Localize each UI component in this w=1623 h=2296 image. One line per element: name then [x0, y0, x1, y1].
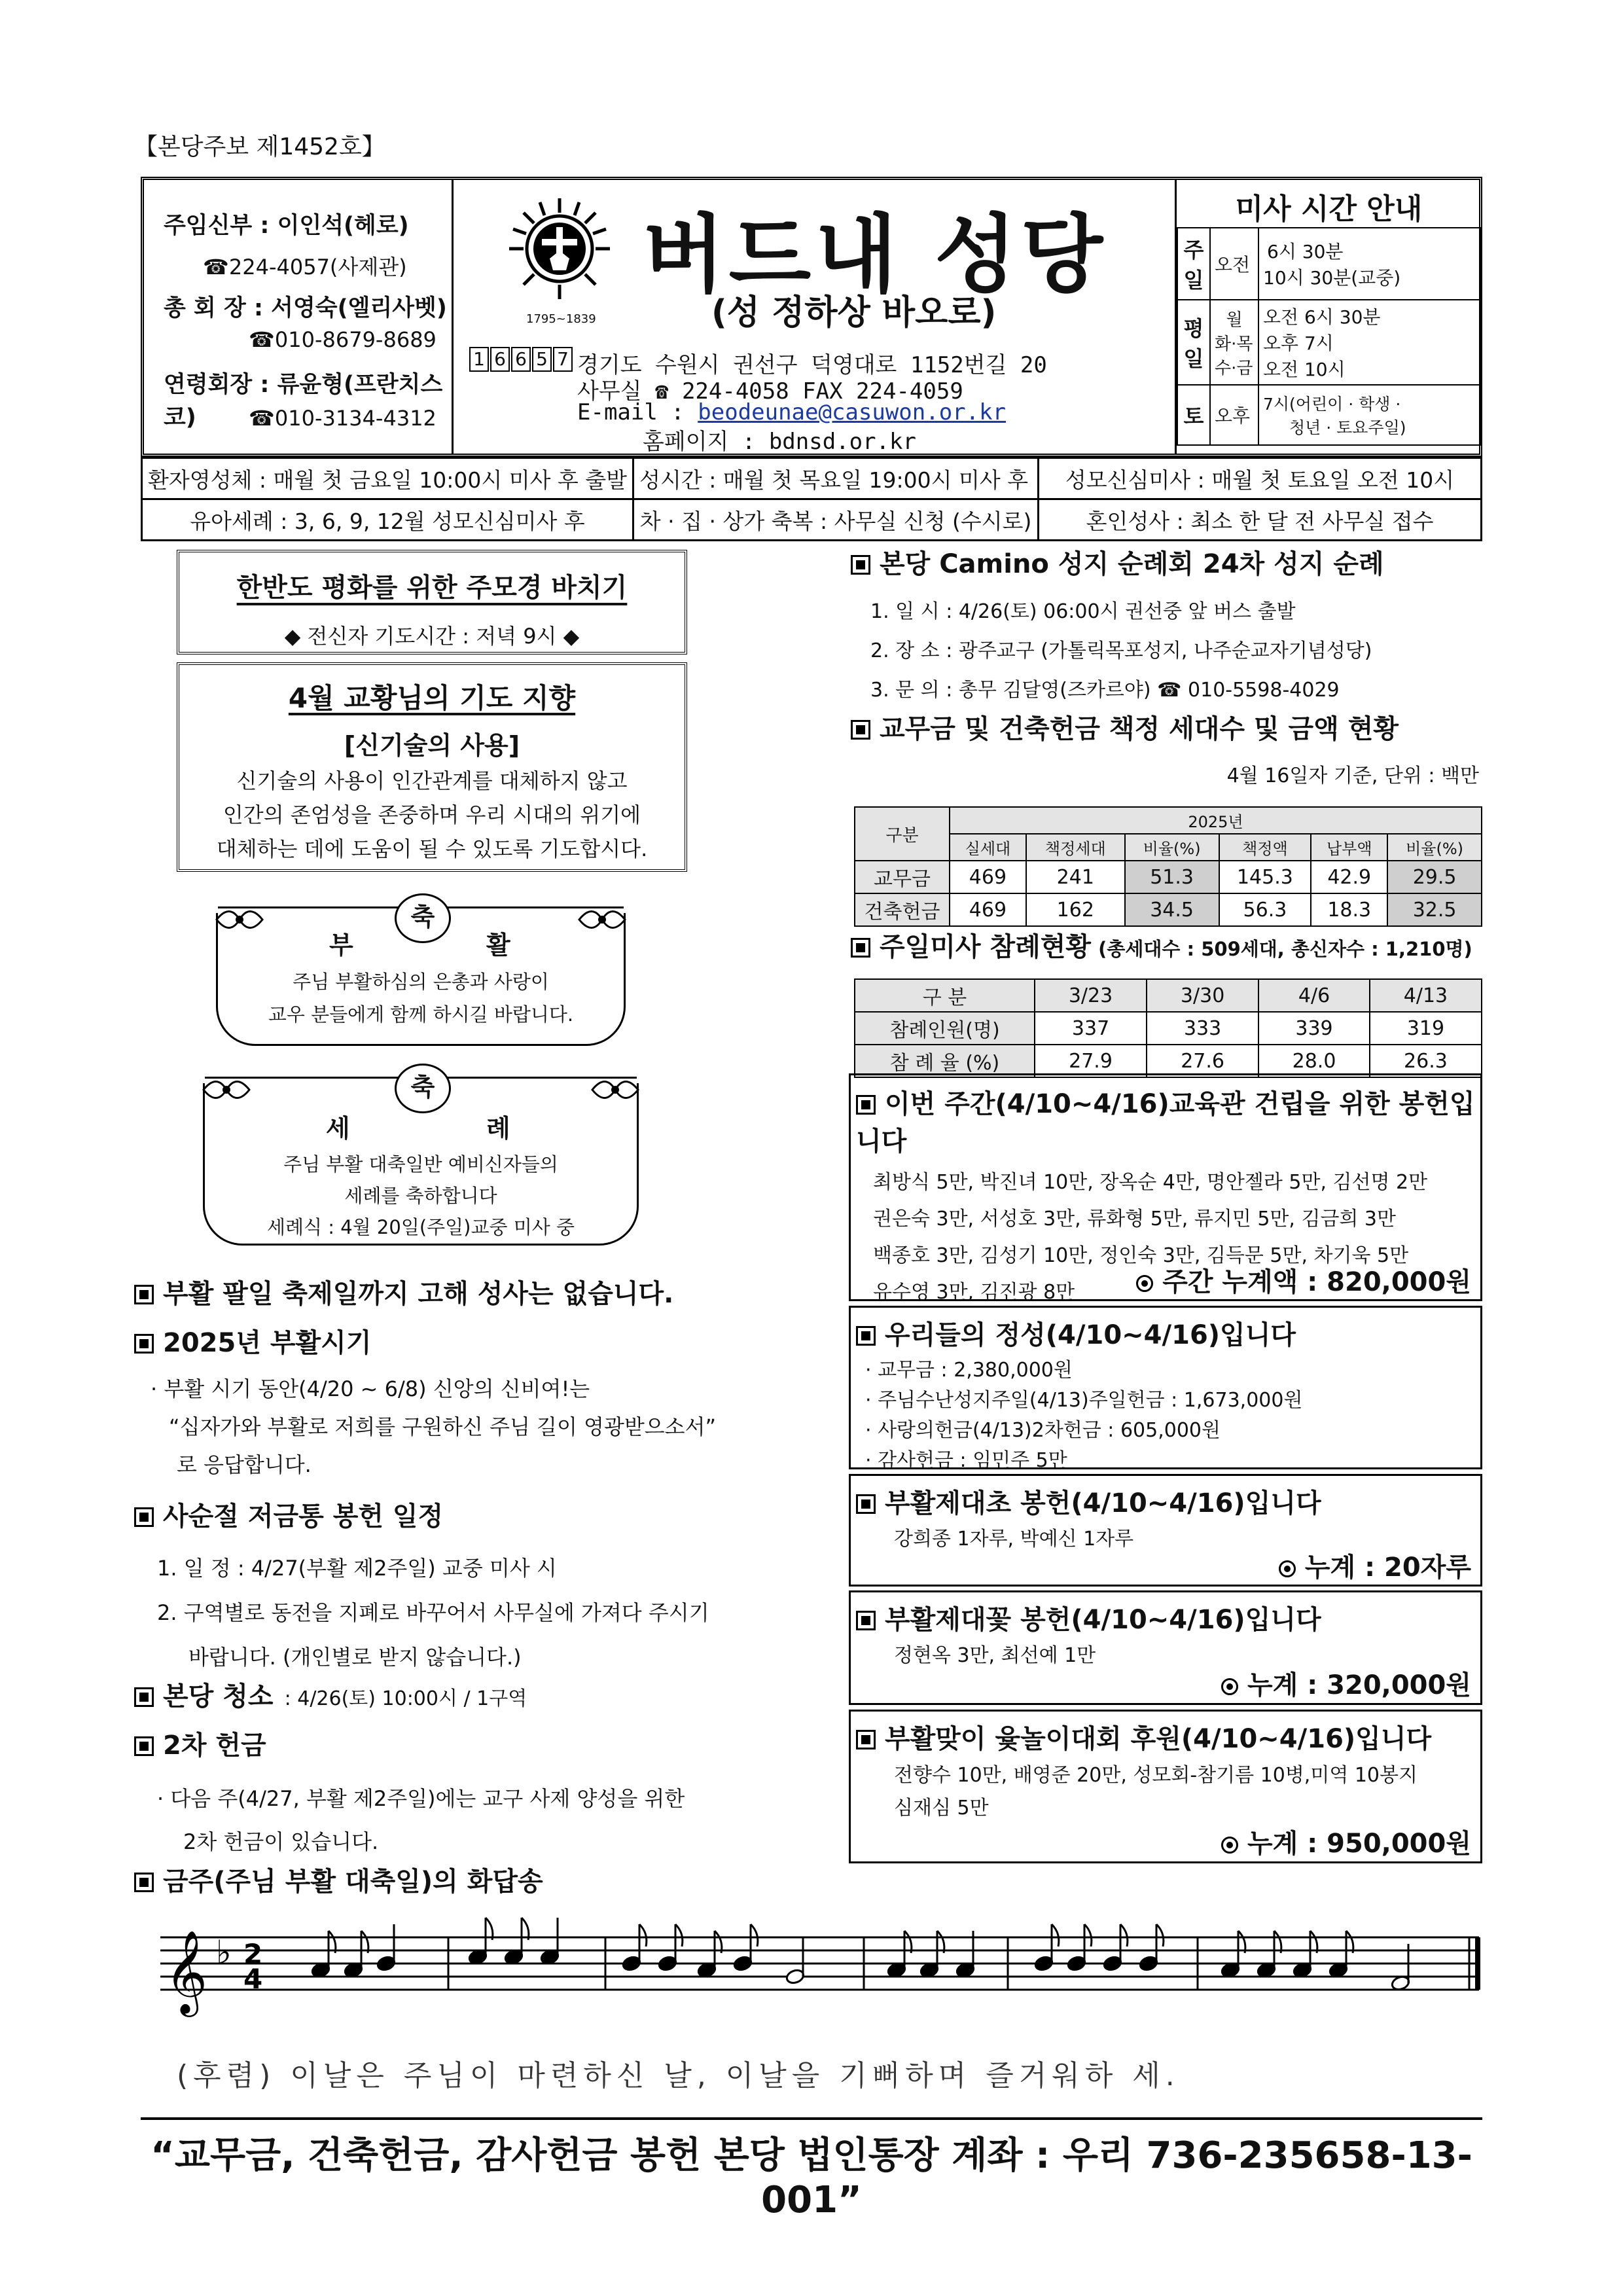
education-hall-total — [1136, 1261, 1471, 1299]
saturday-times — [1258, 385, 1480, 445]
offering-line: · 주님수난성지주일(4/13)주일헌금 : 1,673,000원 — [865, 1389, 1303, 1412]
dues-col: 납부액 — [1311, 834, 1387, 861]
sunday-time-2: 10시 30분(교중) — [1263, 267, 1401, 289]
holy-hour: 성시간 : 매월 첫 목요일 19:00시 미사 후 — [633, 458, 1039, 499]
assoc-label: 연령회장 : 류윤형(프란치스코) — [164, 372, 443, 431]
dues-cell: 29.5 — [1387, 861, 1482, 893]
season-line: · 부활 시기 동안(4/20 ~ 6/8) 신앙의 신비여!는 — [151, 1376, 590, 1401]
offering-line: · 감사헌금 : 임민주 5만 — [865, 1449, 1067, 1472]
wed-fri-time: 오전 10시 — [1263, 359, 1346, 380]
baptism-line: 세례식 : 4월 20일(주일)교중 미사 중 — [266, 1216, 575, 1238]
dues-row — [855, 861, 1482, 893]
music-staff — [157, 1911, 1486, 2042]
offering-line: · 사랑의헌금(4/13)2차헌금 : 605,000원 — [865, 1419, 1221, 1442]
pope-intention-text — [179, 764, 685, 866]
offering-line: · 교무금 : 2,380,000원 — [865, 1359, 1073, 1382]
attend-cell: 27.9 — [1035, 1045, 1147, 1077]
section-marker-icon — [134, 1687, 154, 1707]
saturday-label: 토 — [1177, 385, 1210, 445]
section-marker-icon — [856, 1730, 876, 1749]
time-signature-bottom: 4 — [243, 1963, 263, 1995]
season-line: “십자가와 부활로 저희를 구원하신 주님 길이 영광받으소서” — [169, 1414, 717, 1439]
dues-header-year: 2025년 — [950, 807, 1482, 834]
baptism-card — [203, 1073, 639, 1246]
pastor-tel: ☎224-4057(사제관) — [203, 255, 407, 279]
easter-message — [218, 965, 624, 1031]
education-hall-heading — [856, 1083, 1480, 1158]
yut-sponsor-total-text: 누계 : 950,000원 — [1247, 1829, 1471, 1859]
note-flag — [1156, 1924, 1164, 1946]
section-marker-icon — [856, 1611, 876, 1630]
attendance-sub: (총세대수 : 509세대, 총신자수 : 1,210명) — [1098, 938, 1472, 960]
mass-times-panel — [1175, 180, 1481, 454]
baptism-title-1: 세 — [326, 1114, 350, 1143]
confession-text: 부활 팔일 축제일까지 고해 성사는 없습니다. — [163, 1279, 674, 1309]
saturday-ampm: 오후 — [1210, 385, 1258, 445]
education-hall-total-text: 주간 누계액 : 820,000원 — [1162, 1267, 1471, 1297]
offerings-title: 우리들의 정성(4/10~4/16)입니다 — [885, 1320, 1296, 1350]
section-marker-icon — [134, 1285, 154, 1304]
homepage-label: 홈페이지 : — [643, 429, 756, 455]
easter-card — [216, 903, 626, 1046]
treble-clef-icon: 𝄞 — [165, 1929, 208, 2013]
attend-header: 4/6 — [1258, 979, 1370, 1012]
weekday-times — [1258, 300, 1480, 385]
attend-row-label: 참례인원(명) — [855, 1012, 1035, 1045]
attend-header: 3/30 — [1147, 979, 1258, 1012]
note-flag — [675, 1924, 683, 1946]
congrats-badge: 축 — [395, 893, 451, 943]
homepage-link[interactable]: bdnsd.or.kr — [768, 429, 916, 455]
offerings-list — [865, 1355, 1480, 1476]
marian-mass: 성모신심미사 : 매월 첫 토요일 오전 10시 — [1039, 458, 1482, 499]
easter-season-title: 2025년 부활시기 — [163, 1328, 372, 1358]
church-seal-icon — [504, 193, 615, 304]
baptism-line: 세례를 축하합니다 — [344, 1185, 497, 1207]
assoc-tel: ☎010-3134-4312 — [249, 406, 437, 431]
mass-times-title: 미사 시간 안내 — [1235, 192, 1423, 226]
email-link[interactable]: beodeunae@casuwon.or.kr — [698, 399, 1007, 425]
hymn-title: 금주(주님 부활 대축일)의 화답송 — [163, 1867, 543, 1897]
note-flag — [1120, 1924, 1128, 1946]
section-marker-icon — [856, 1095, 876, 1115]
camino-body — [870, 592, 1372, 710]
easter-season-heading — [134, 1322, 371, 1359]
ribbon-left-icon — [210, 900, 269, 939]
pope-intention-line: 인간의 존엄성을 존중하며 우리 시대의 위기에 — [223, 802, 641, 827]
zip-digit: 6 — [511, 347, 531, 372]
blessing-request: 차 · 집 · 상가 축복 : 사무실 신청 (수시로) — [633, 499, 1039, 541]
pope-intention-line: 신기술의 사용이 인간관계를 대체하지 않고 — [236, 768, 628, 793]
pope-intention-topic: [신기술의 사용] — [344, 731, 520, 760]
congrats-badge: 축 — [395, 1064, 451, 1113]
monday-time: 오전 6시 30분 — [1263, 306, 1381, 328]
zip-digit: 6 — [490, 347, 510, 372]
baptism-message — [205, 1149, 637, 1243]
weekday-days — [1210, 300, 1258, 385]
council-tel: ☎010-8679-8689 — [249, 327, 437, 352]
attend-cell: 28.0 — [1258, 1045, 1370, 1077]
dues-row — [855, 893, 1482, 926]
donor-line: 심재심 5만 — [894, 1797, 989, 1820]
cleaning-heading — [134, 1676, 527, 1713]
cleaning-schedule: : 4/26(토) 10:00시 / 1구역 — [284, 1687, 527, 1710]
altar-candle-title: 부활제대초 봉헌(4/10~4/16)입니다 — [885, 1488, 1321, 1518]
hymn-notes — [311, 1918, 1411, 1992]
church-address: 경기도 수원시 권선구 덕영대로 1152번길 20 — [577, 352, 1047, 378]
hymn-heading — [134, 1861, 543, 1898]
altar-flower-total-text: 누계 : 320,000원 — [1247, 1670, 1471, 1700]
infant-baptism: 유아세례 : 3, 6, 9, 12월 성모신심미사 후 — [142, 499, 633, 541]
masthead — [141, 177, 1482, 457]
tue-thu-label: 화·목 — [1215, 334, 1253, 354]
yut-sponsor-heading — [856, 1718, 1480, 1755]
education-hall-box — [849, 1073, 1482, 1304]
section-marker-icon — [851, 938, 870, 958]
attend-cell: 339 — [1258, 1012, 1370, 1045]
attendance-table — [854, 978, 1482, 1078]
second-collection-heading — [134, 1725, 266, 1762]
time-signature-top: 2 — [243, 1938, 263, 1970]
attendance-title: 주일미사 참례현황 — [880, 932, 1092, 962]
donor-line: 전향수 10만, 배영준 20만, 성모회-참기름 10병,미역 10봉지 — [894, 1764, 1418, 1787]
peace-prayer-time: ◆ 전신자 기도시간 : 저녁 9시 ◆ — [284, 624, 580, 649]
section-marker-icon — [134, 1736, 154, 1756]
easter-line: 주님 부활하심의 은총과 사랑이 — [293, 971, 549, 993]
dues-cell: 469 — [950, 861, 1026, 893]
cleaning-title: 본당 청소 — [163, 1681, 274, 1712]
ribbon-right-icon — [573, 900, 632, 939]
dues-cell: 32.5 — [1387, 893, 1482, 926]
easter-line: 교우 분들에게 함께 하시길 바랍니다. — [268, 1003, 574, 1026]
dues-row-name: 교무금 — [855, 861, 950, 893]
mass-times-table — [1177, 227, 1481, 446]
saturday-time-2: 청년 · 토요주일) — [1289, 418, 1406, 437]
camino-heading — [851, 543, 1384, 581]
easter-season-body — [151, 1370, 716, 1484]
weekday-label: 평일 — [1177, 300, 1210, 385]
church-name: 버드내 성당 — [643, 205, 1107, 304]
altar-candle-donors: 강희종 1자루, 박예신 1자루 — [894, 1528, 1134, 1551]
donor-line: 최방식 5만, 박진녀 10만, 장옥순 4만, 명안젤라 5만, 김선명 2만 — [873, 1171, 1428, 1194]
attend-cell: 333 — [1147, 1012, 1258, 1045]
bullet-icon — [1136, 1275, 1153, 1292]
second-line: 2차 헌금이 있습니다. — [183, 1829, 379, 1854]
attend-header: 3/23 — [1035, 979, 1147, 1012]
lent-bank-heading — [134, 1496, 443, 1533]
homepage-row — [643, 423, 916, 456]
note-flag — [1052, 1924, 1059, 1946]
donor-line: 백종호 3만, 김성기 10만, 정인숙 3만, 김득문 5만, 차기욱 5만 — [873, 1244, 1409, 1267]
note-flag — [639, 1924, 647, 1946]
section-marker-icon — [851, 555, 870, 575]
attend-header: 구 분 — [855, 979, 1035, 1012]
issue-number: 【본당주보 제1452호】 — [134, 134, 385, 160]
altar-flower-donors: 정현옥 3만, 최선예 1만 — [894, 1644, 1096, 1667]
wed-fri-label: 수·금 — [1215, 358, 1253, 378]
camino-line: 3. 문 의 : 총무 김달영(즈카르야) ☎ 010-5598-4029 — [870, 679, 1340, 702]
bullet-icon — [1221, 1837, 1238, 1854]
section-marker-icon — [851, 720, 870, 740]
dues-cell: 241 — [1026, 861, 1125, 893]
yut-sponsor-donors — [894, 1759, 1480, 1825]
altar-candle-heading — [856, 1482, 1480, 1520]
church-patron: (성 정하상 바오로) — [711, 293, 997, 332]
zip-code — [469, 347, 574, 372]
confession-heading — [134, 1273, 673, 1310]
altar-candle-box — [849, 1474, 1482, 1587]
dues-cell: 42.9 — [1311, 861, 1387, 893]
dues-row-name: 건축헌금 — [855, 893, 950, 926]
tue-thu-time: 오후 7시 — [1263, 332, 1334, 354]
altar-candle-total — [1279, 1547, 1471, 1584]
pope-intention-box — [177, 662, 687, 872]
attend-cell: 27.6 — [1147, 1045, 1258, 1077]
bank-account-footer: “교무금, 건축헌금, 감사헌금 봉헌 본당 법인통장 계좌 : 우리 736-235658-13-001” — [141, 2117, 1482, 2221]
section-marker-icon — [134, 1334, 154, 1354]
altar-flower-total — [1221, 1664, 1471, 1702]
dues-col: 비율(%) — [1387, 834, 1482, 861]
education-hall-title: 이번 주간(4/10~4/16)교육관 건립을 위한 봉헌입니다 — [856, 1089, 1475, 1157]
dues-title: 교무금 및 건축헌금 책정 세대수 및 금액 현황 — [880, 714, 1399, 744]
contact-panel — [144, 180, 454, 454]
altar-flower-title: 부활제대꽃 봉헌(4/10~4/16)입니다 — [885, 1605, 1321, 1635]
baptism-title-2: 례 — [486, 1114, 510, 1143]
email-row — [577, 399, 1006, 425]
attend-cell: 337 — [1035, 1012, 1147, 1045]
pope-intention-line: 대체하는 데에 도움이 될 수 있도록 기도합시다. — [216, 836, 648, 861]
dues-cell: 34.5 — [1125, 893, 1219, 926]
attend-header: 4/13 — [1370, 979, 1482, 1012]
dues-cell: 469 — [950, 893, 1026, 926]
ribbon-right-icon — [586, 1070, 645, 1109]
church-title-panel — [453, 180, 1173, 454]
donor-line: 권은숙 3만, 서성호 3만, 류화형 5만, 류지민 5만, 김금희 3만 — [873, 1208, 1397, 1230]
dues-col: 실세대 — [950, 834, 1026, 861]
section-marker-icon — [856, 1326, 876, 1346]
second-line: · 다음 주(4/27, 부활 제2주일)에는 교구 사제 양성을 위한 — [157, 1786, 685, 1811]
dues-cell: 162 — [1026, 893, 1125, 926]
dues-heading — [851, 708, 1399, 745]
email-label: E-mail : — [577, 399, 685, 425]
zip-digit: 7 — [553, 347, 573, 372]
dues-col: 비율(%) — [1125, 834, 1219, 861]
easter-title-2: 활 — [486, 931, 510, 960]
altar-flower-box — [849, 1590, 1482, 1705]
zip-digit: 1 — [469, 347, 489, 372]
sick-communion: 환자영성체 : 매월 첫 금요일 10:00시 미사 후 출발 — [142, 458, 633, 499]
note-flag — [1084, 1924, 1092, 1946]
sunday-ampm: 오전 — [1210, 228, 1258, 300]
dues-table — [854, 806, 1482, 927]
sunday-times — [1258, 228, 1480, 300]
dues-cell: 51.3 — [1125, 861, 1219, 893]
dues-header-label: 구분 — [855, 807, 950, 861]
dues-cell: 145.3 — [1219, 861, 1311, 893]
second-collection-body — [157, 1777, 685, 1863]
yut-sponsor-box — [849, 1710, 1482, 1863]
lent-line: 바랍니다. (개인별로 받지 않습니다.) — [188, 1645, 522, 1670]
dues-note: 4월 16일자 기준, 단위 : 백만 — [1226, 764, 1479, 787]
attendance-heading — [851, 926, 1472, 963]
peace-prayer-box — [177, 550, 687, 655]
saturday-time-1: 7시(어린이 · 학생 · — [1263, 395, 1401, 414]
donor-line: 유수영 3만, 김진광 8만 — [873, 1281, 1075, 1304]
ribbon-left-icon — [197, 1070, 256, 1109]
marriage-request: 혼인성사 : 최소 한 달 전 사무실 접수 — [1039, 499, 1482, 541]
sunday-time-1: 6시 30분 — [1267, 241, 1344, 262]
attend-cell: 319 — [1370, 1012, 1482, 1045]
council-label: 총 회 장 : 서영숙(엘리사벳) — [164, 295, 447, 321]
camino-title: 본당 Camino 성지 순례회 24차 성지 순례 — [880, 549, 1384, 579]
baptism-line: 주님 부활 대축일반 예비신자들의 — [283, 1153, 558, 1175]
lent-bank-body — [157, 1546, 709, 1679]
bullet-icon — [1221, 1678, 1238, 1695]
seal-year: 1795~1839 — [526, 312, 596, 326]
lent-line: 2. 구역별로 동전을 지폐로 바꾸어서 사무실에 가져다 주시기 — [157, 1600, 709, 1625]
flat-sign-icon: ♭ — [216, 1933, 232, 1971]
camino-line: 2. 장 소 : 광주교구 (가톨릭목포성지, 나주순교자기념성당) — [870, 639, 1372, 662]
bullet-icon — [1279, 1560, 1296, 1577]
section-marker-icon — [134, 1873, 154, 1892]
peace-prayer-title: 한반도 평화를 위한 주모경 바치기 — [236, 573, 628, 603]
note-flag — [751, 1924, 758, 1946]
hymn-lyrics: (후렴) 이날은 주님이 마련하신 날, 이날을 기뻐하며 즐거워하 세. — [177, 2059, 1180, 2092]
attend-row-label: 참 례 율 (%) — [855, 1045, 1035, 1077]
yut-sponsor-total — [1221, 1823, 1471, 1860]
section-marker-icon — [134, 1507, 154, 1527]
season-line: 로 응답합니다. — [177, 1452, 312, 1477]
dues-cell: 18.3 — [1311, 893, 1387, 926]
lent-bank-title: 사순절 저금통 봉헌 일정 — [163, 1501, 444, 1532]
altar-flower-heading — [856, 1599, 1480, 1636]
dues-col: 책정액 — [1219, 834, 1311, 861]
dues-cell: 56.3 — [1219, 893, 1311, 926]
lent-line: 1. 일 정 : 4/27(부활 제2주일) 교중 미사 시 — [157, 1556, 557, 1581]
zip-digit: 5 — [532, 347, 552, 372]
second-collection-title: 2차 헌금 — [163, 1731, 266, 1761]
dues-col: 책정세대 — [1026, 834, 1125, 861]
yut-sponsor-title: 부활맞이 윷놀이대회 후원(4/10~4/16)입니다 — [885, 1724, 1432, 1754]
section-marker-icon — [856, 1494, 876, 1514]
pope-intention-title: 4월 교황님의 기도 지향 — [288, 682, 576, 714]
altar-candle-total-text: 누계 : 20자루 — [1304, 1552, 1471, 1583]
pastor-label: 주임신부 : 이인석(헤로) — [164, 213, 409, 239]
camino-line: 1. 일 시 : 4/26(토) 06:00시 권선중 앞 버스 출발 — [870, 600, 1296, 623]
attend-cell: 26.3 — [1370, 1045, 1482, 1077]
sunday-label: 주일 — [1177, 228, 1210, 300]
easter-title-1: 부 — [329, 931, 353, 960]
offerings-heading — [856, 1314, 1480, 1352]
office-phone: 사무실 ☎ 224-4058 FAX 224-4059 — [577, 378, 963, 404]
offerings-box — [849, 1306, 1482, 1472]
service-info-table — [141, 457, 1482, 541]
monday-label: 월 — [1226, 310, 1243, 330]
